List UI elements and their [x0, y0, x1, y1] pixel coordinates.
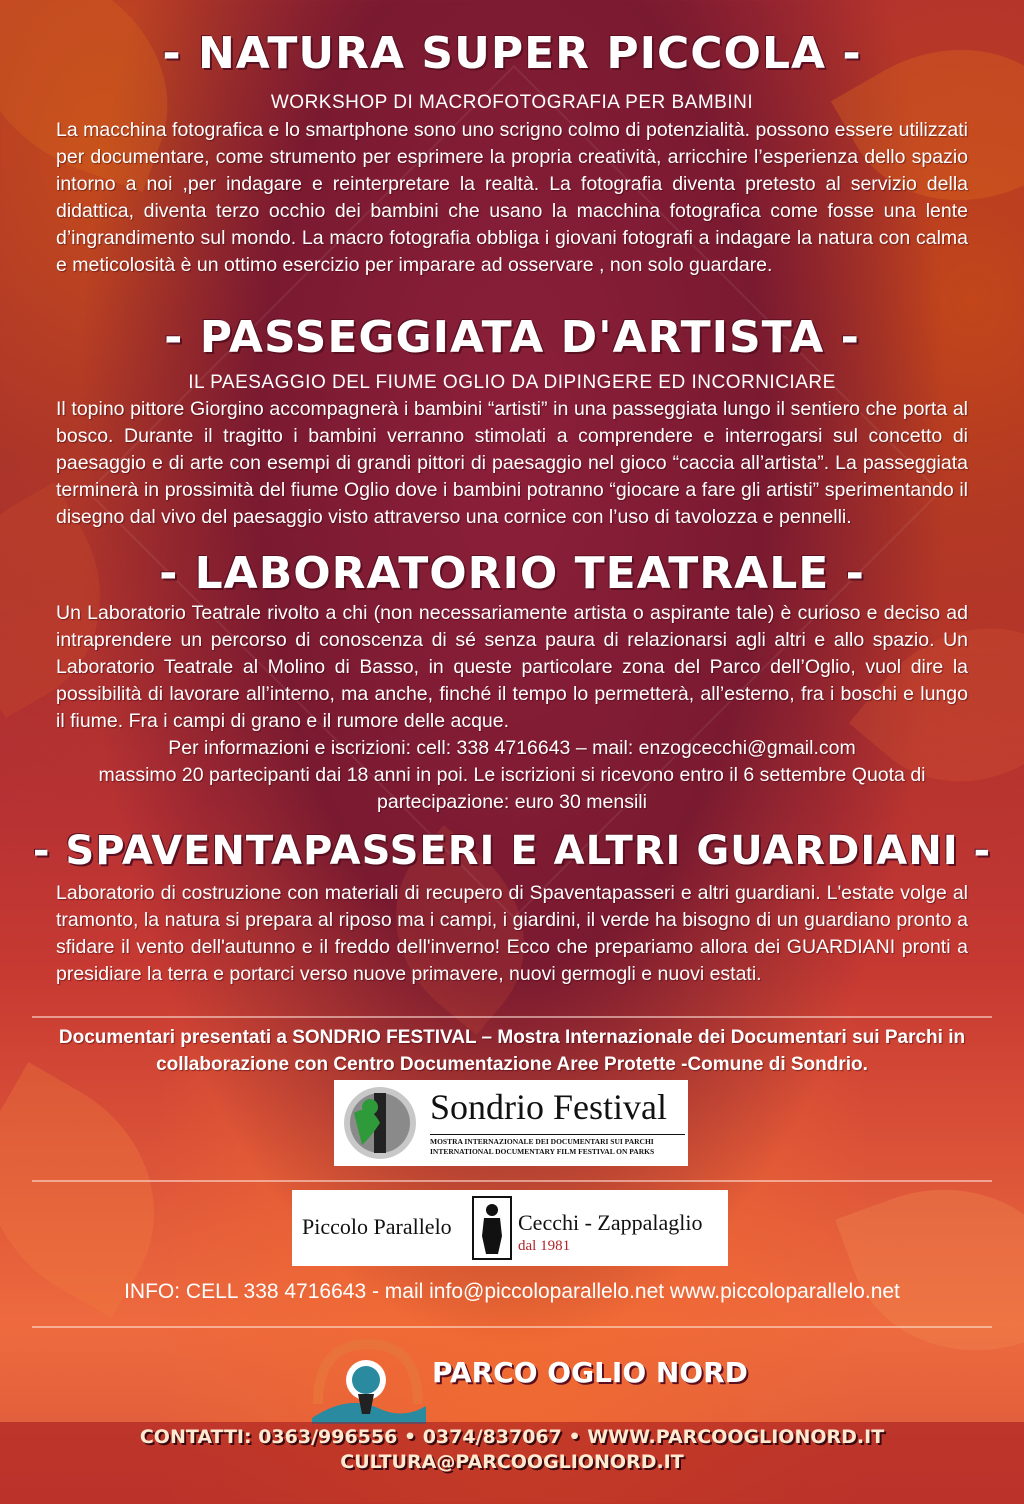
contacts-line2: CULTURA@PARCOOGLIONORD.IT [340, 1451, 684, 1473]
section-text-passeggiata: Il topino pittore Giorgino accompagnerà i bambini “artisti” in una passeggiata lungo il sentiero che porta al bosco. Durante il tragitto i bambini verranno stimolati a comprendere e interrogarsi sul concetto di paesaggio e di arte con esempi di grandi pittori di paesaggio nel gioco “caccia all’artista”. La passeggiata terminerà in prossimità del fiume Oglio dove i bambini potranno “giocare a fare gli artisti” sperimentando il disegno dal vivo del paesaggio visto attraverso una cornice con l’uso di tavolozza e pennelli. [56, 398, 968, 528]
section-text-laboratorio: Un Laboratorio Teatrale rivolto a chi (non necessariamente artista o aspirante tale) è curioso e deciso ad intraprendere un percorso di conoscenza di sé senza paura di relazionarsi agli altri e allo spazio. Un Laboratorio Teatrale al Molino di Basso, in queste particolare zona del Parco dell’Oglio, vuol dire la possibilità di lavorare all’interno, ma anche, finché il tempo lo permetterà, all’esterno, fra i boschi e lungo il fiume. Fra i campi di grano e il rumore delle acque. [56, 602, 968, 732]
info-line: INFO: CELL 338 4716643 - mail info@piccoloparallelo.net www.piccoloparallelo.net [124, 1280, 900, 1303]
divider [32, 1326, 992, 1328]
section-title-laboratorio: - LABORATORIO TEATRALE - [159, 548, 865, 599]
section-text-spaventapasseri: Laboratorio di costruzione con materiali di recupero di Spaventapasseri e altri guardiani. L'estate volge al tramonto, la natura si prepara al riposo ma i campi, i giardini, il verde ha bisogno di un guardiano pronto a sfidare il vento dell'autunno e il freddo dell'inverno! Ecco che prepariamo allora dei GUARDIANI pronti a presidiare la terra e portarci verso nuove primavere, nuovi germogli e nuovi estati. [56, 882, 968, 985]
sondrio-festival-line2: INTERNATIONAL DOCUMENTARY FILM FESTIVAL ON PARKS [430, 1147, 655, 1156]
section-text-natura: La macchina fotografica e lo smartphone sono uno scrigno colmo di potenzialità. possono essere utilizzati per documentare, come strumento per esprimere la propria creatività, arricchire l’esperienza dello spazio intorno a noi ,per indagare e reinterpretare la realtà. La fotografia diventa pretesto al servizio della didattica, diventa terzo occhio dei bambini che usano la macchina fotografica come fosse una lente d’ingrandimento sul mondo. La macro fotografia obbliga i giovani fotografi a indagare la natura con calma e meticolosità è un ottimo esercizio per imparare ad osservare , non solo guardare. [56, 119, 968, 276]
divider [32, 1016, 992, 1018]
documentari-text: Documentari presentati a SONDRIO FESTIVAL – Mostra Internazionale dei Documentari sui Parchi in collaborazione con Centro Documentazione Aree Protette -Comune di Sondrio. [58, 1027, 966, 1075]
piccolo-parallelo-left: Piccolo Parallelo [302, 1214, 452, 1239]
contacts-line1: CONTATTI: 0363/996556 • 0374/837067 • WWW.PARCOOGLIONORD.IT [139, 1426, 885, 1448]
laboratorio-note: massimo 20 partecipanti dai 18 anni in poi. Le iscrizioni si ricevono entro il 6 settembre Quota di partecipazione: euro 30 mensili [98, 764, 926, 813]
divider [32, 1180, 992, 1182]
sondrio-festival-name: Sondrio Festival [430, 1087, 668, 1127]
piccolo-parallelo-since: dal 1981 [518, 1238, 571, 1254]
section-title-spaventapasseri: - SPAVENTAPASSERI E ALTRI GUARDIANI - [32, 828, 992, 874]
parco-oglio-nord-icon [308, 1334, 428, 1424]
film-reel-icon [340, 1083, 420, 1163]
parco-oglio-nord-name: PARCO OGLIO NORD [432, 1356, 748, 1389]
laboratorio-info: Per informazioni e iscrizioni: cell: 338 4716643 – mail: enzogcecchi@gmail.com [168, 737, 856, 759]
piccolo-parallelo-logo [292, 1190, 728, 1266]
section-title-passeggiata: - PASSEGGIATA D'ARTISTA - [164, 312, 860, 363]
sondrio-festival-logo [334, 1080, 688, 1166]
piccolo-parallelo-right: Cecchi - Zappalaglio [518, 1210, 703, 1235]
section-title-natura: - NATURA SUPER PICCOLA - [162, 28, 862, 79]
section-subtitle-natura: WORKSHOP DI MACROFOTOGRAFIA PER BAMBINI [270, 92, 754, 113]
figure-emblem-icon [472, 1196, 512, 1260]
section-subtitle-passeggiata: IL PAESAGGIO DEL FIUME OGLIO DA DIPINGERE ED INCORNICIARE [188, 372, 836, 393]
sondrio-festival-line1: MOSTRA INTERNAZIONALE DEI DOCUMENTARI SUI PARCHI [430, 1137, 654, 1146]
